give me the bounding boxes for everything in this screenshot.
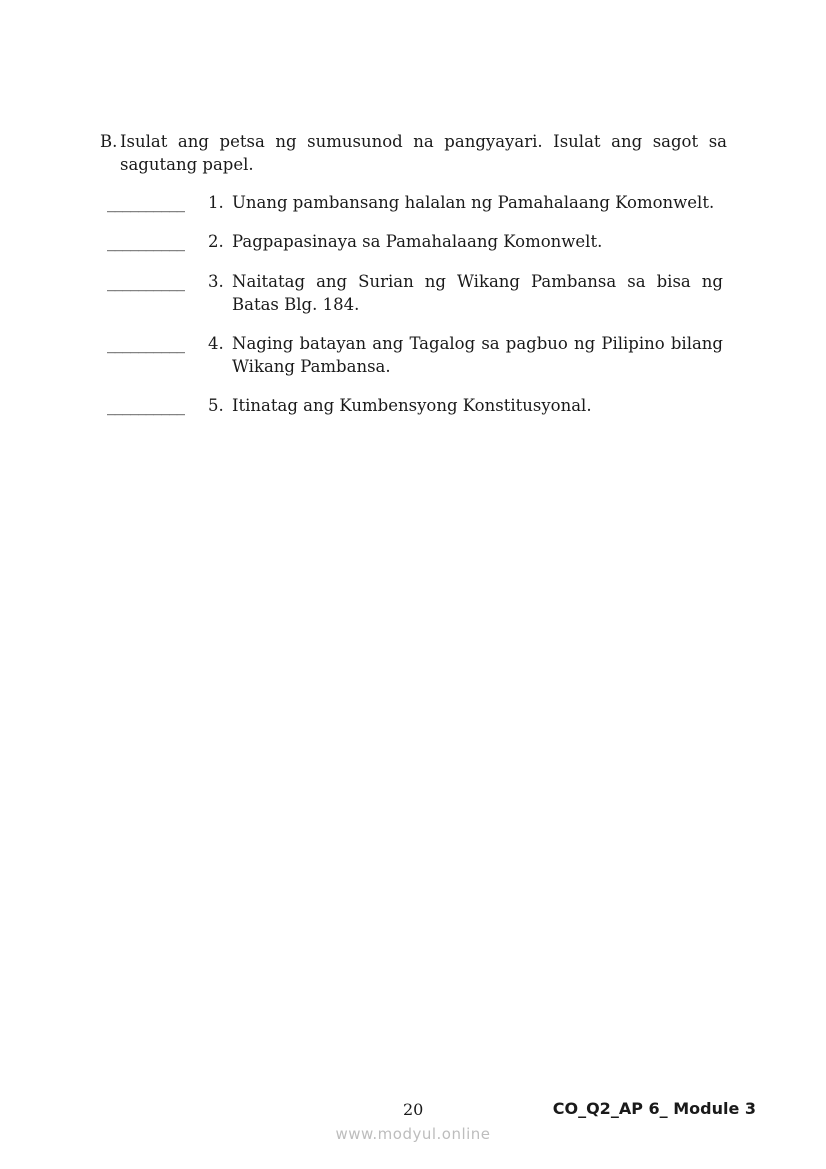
answer-blank: __________ xyxy=(107,232,185,251)
item-number: 1. xyxy=(208,193,224,212)
list-item xyxy=(107,230,723,253)
list-item xyxy=(107,332,723,378)
list-item xyxy=(107,191,723,214)
item-text: Itinatag ang Kumbensyong Konstitusyonal. xyxy=(232,396,592,415)
answer-blank: __________ xyxy=(107,396,185,415)
item-number: 5. xyxy=(208,396,224,415)
item-text: Unang pambansang halalan ng Pamahalaang Komonwelt. xyxy=(232,193,715,212)
item-text: Pagpapasinaya sa Pamahalaang Komonwelt. xyxy=(232,232,603,251)
page-number: 20 xyxy=(403,1100,424,1119)
list-item xyxy=(107,394,723,417)
instruction-text: Isulat ang petsa ng sumusunod na pangyayari. Isulat ang sagot sa sagutang papel. xyxy=(120,132,727,174)
item-text: Naitatag ang Surian ng Wikang Pambansa sa bisa ng Batas Blg. 184. xyxy=(232,272,723,314)
answer-blank: __________ xyxy=(107,334,185,353)
module-code: CO_Q2_AP 6_ Module 3 xyxy=(552,1099,756,1118)
section-letter: B. xyxy=(100,132,118,151)
item-number: 2. xyxy=(208,232,224,251)
instruction-block xyxy=(100,130,727,176)
watermark-text: www.modyul.online xyxy=(335,1125,491,1143)
item-text: Naging batayan ang Tagalog sa pagbuo ng Pilipino bilang Wikang Pambansa. xyxy=(232,334,723,376)
list-item xyxy=(107,270,723,316)
answer-blank: __________ xyxy=(107,193,185,212)
item-number: 3. xyxy=(208,272,224,291)
item-number: 4. xyxy=(208,334,224,353)
answer-blank: __________ xyxy=(107,272,185,291)
